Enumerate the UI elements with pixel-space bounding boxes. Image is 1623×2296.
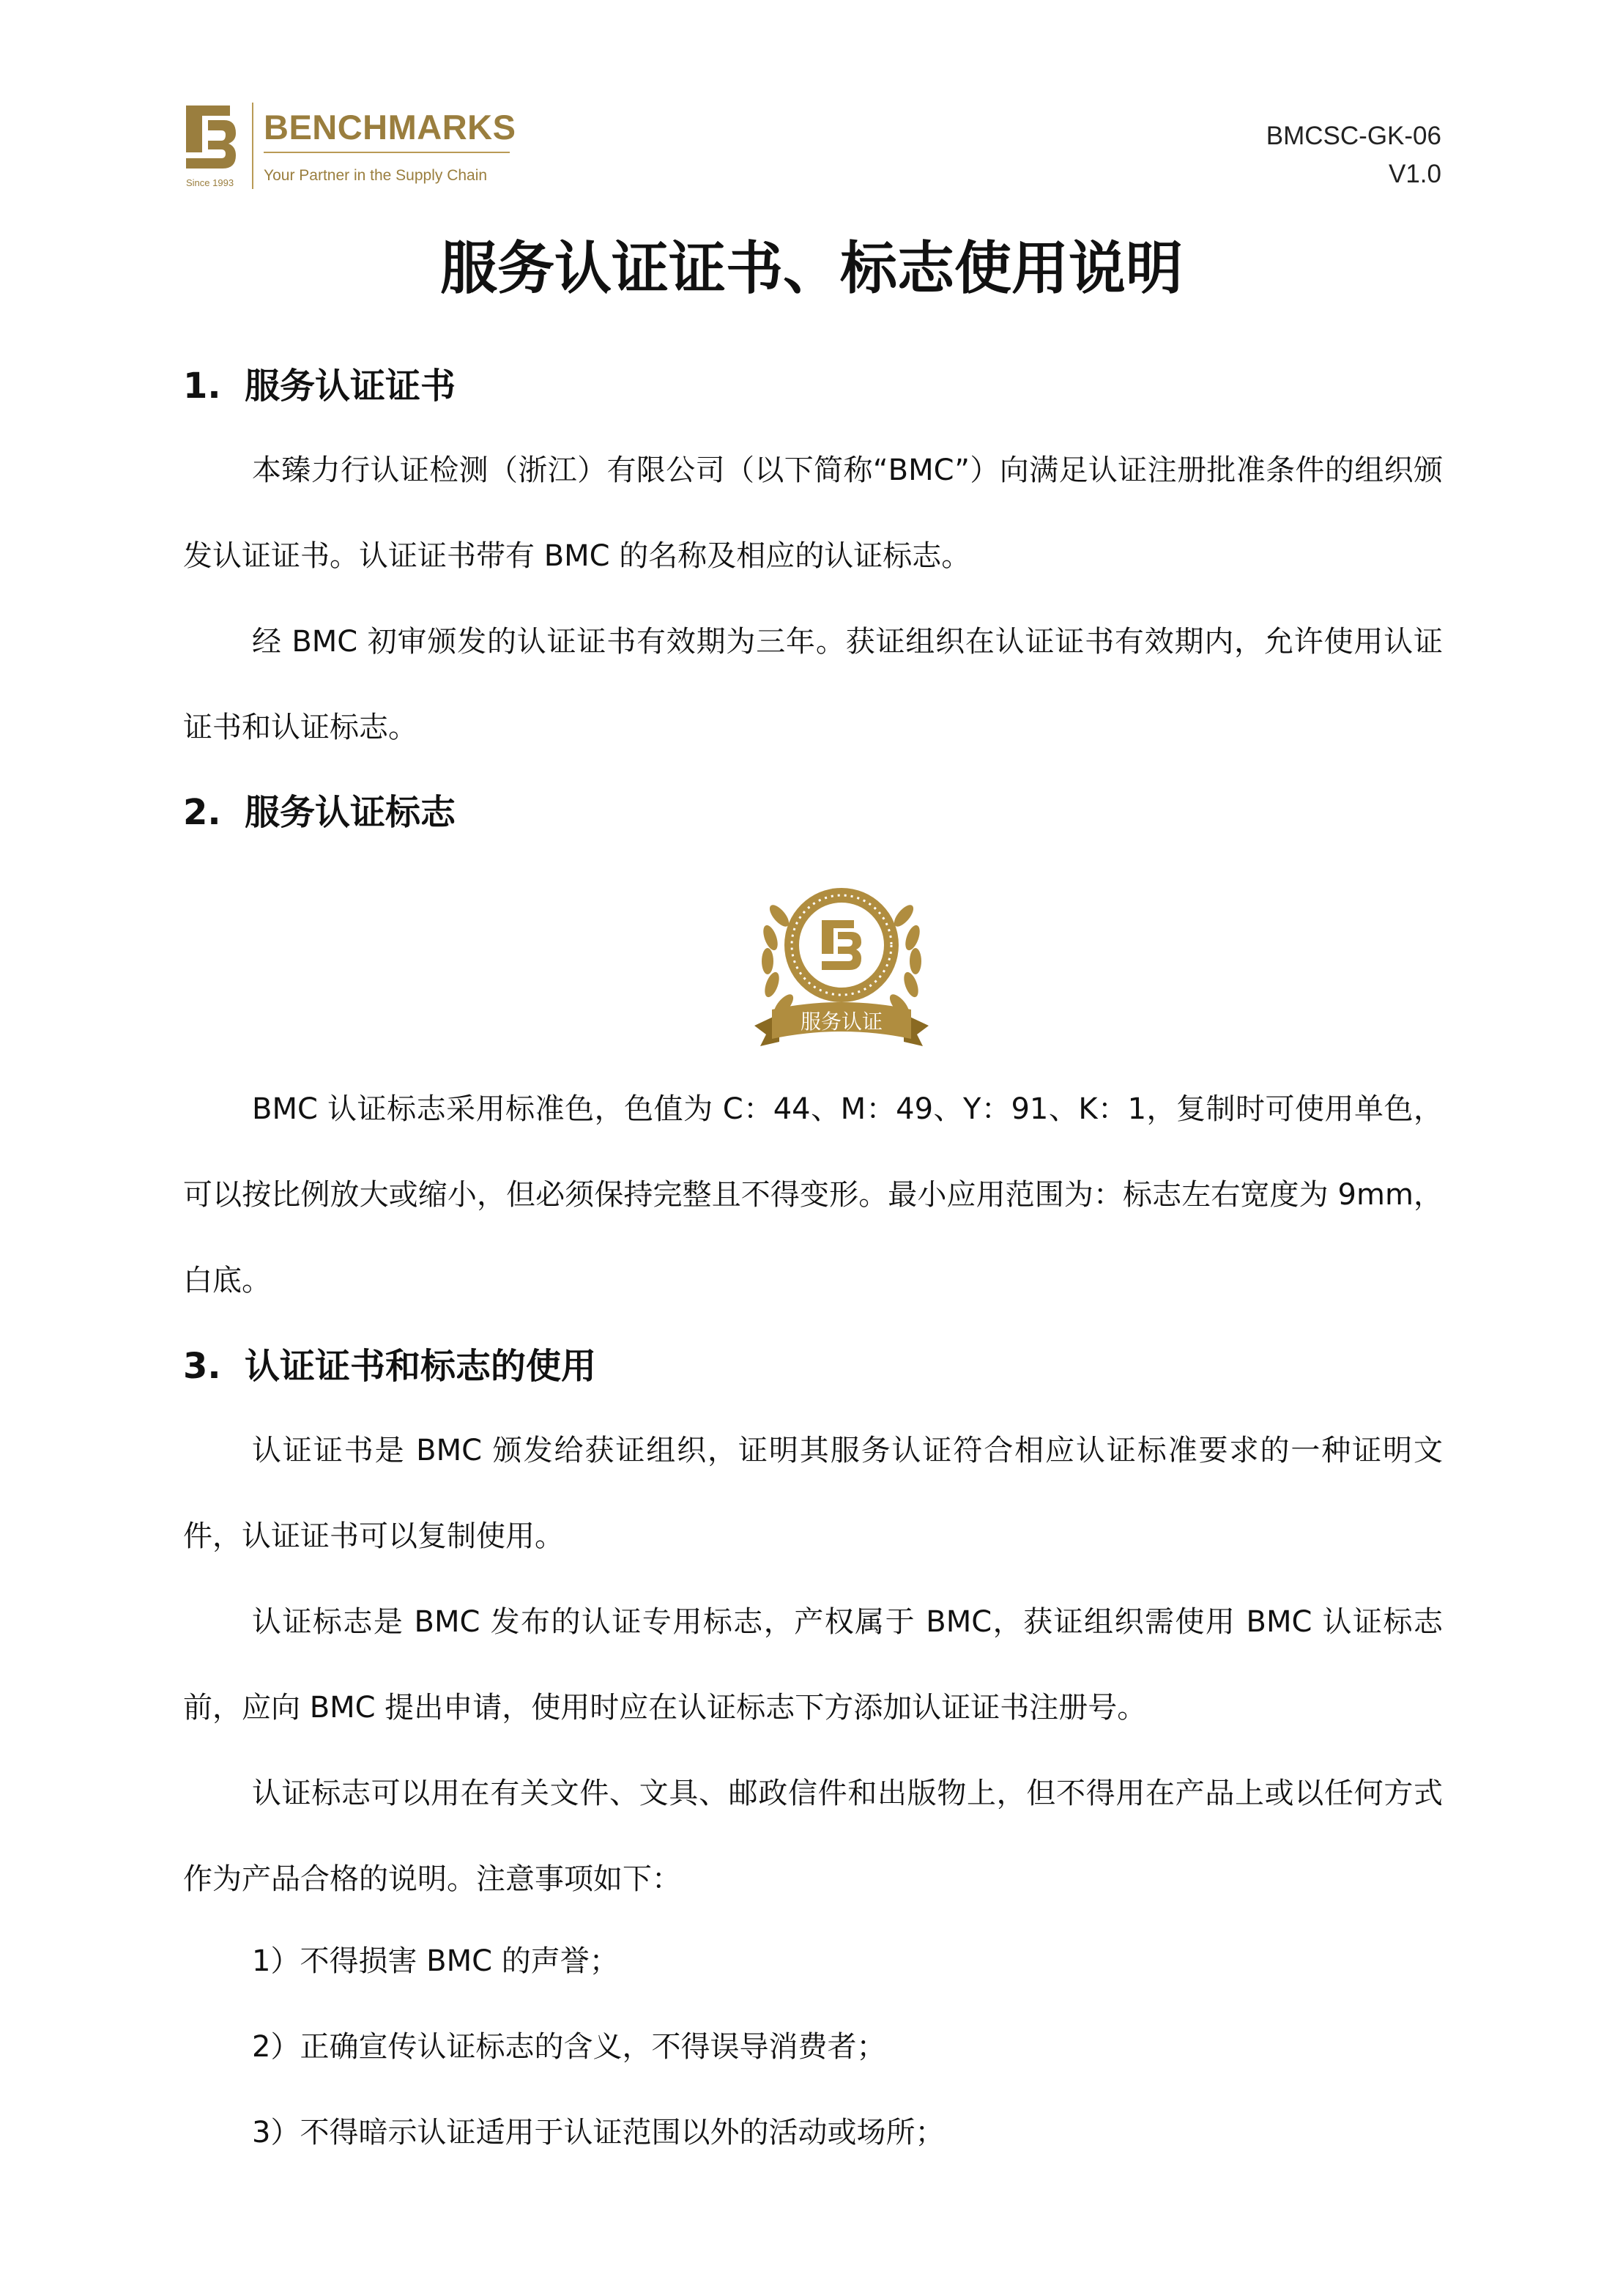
section-3-number: 3. <box>183 1346 221 1387</box>
logo-divider <box>252 103 253 189</box>
certification-emblem <box>750 872 933 1056</box>
list-item: 2）正确宣传认证标志的含义，不得误导消费者； <box>252 2030 886 2064</box>
section-1-paragraph-2: 经 BMC 初审颁发的认证证书有效期为三年。获证组织在认证证书有效期内，允许使用认证证书和认证标志。 <box>183 625 1443 744</box>
section-3-title: 认证证书和标志的使用 <box>245 1346 597 1387</box>
company-logo <box>186 103 523 194</box>
section-3-paragraph-2: 认证标志是 BMC 发布的认证专用标志，产权属于 BMC，获证组织需使用 BMC 认证标志前，应向 BMC 提出申请，使用时应在认证标志下方添加认证证书注册号。 <box>183 1605 1443 1725</box>
emblem-label: 服务认证 <box>800 1010 883 1034</box>
brand-tagline: Your Partner in the Supply Chain <box>264 167 488 184</box>
section-3-heading <box>183 1341 596 1392</box>
section-1-paragraph-1: 本臻力行认证检测（浙江）有限公司（以下简称“BMC”）向满足认证注册批准条件的组织颁发认证证书。认证证书带有 BMC 的名称及相应的认证标志。 <box>183 453 1443 573</box>
document-version: V1.0 <box>1389 160 1441 188</box>
document-code-block <box>1266 117 1441 193</box>
list-item: 1）不得损害 BMC 的声誉； <box>252 1944 619 1978</box>
logo-since-text: Since 1993 <box>186 177 234 188</box>
logo-rule <box>264 152 510 153</box>
brand-name: BENCHMARKS <box>264 108 516 147</box>
section-2-title: 服务认证标志 <box>245 792 456 833</box>
list-item: 3）不得暗示认证适用于认证范围以外的活动或场所； <box>252 2116 945 2149</box>
section-3-paragraph-1: 认证证书是 BMC 颁发给获证组织，证明其服务认证符合相应认证标准要求的一种证明文件，认证证书可以复制使用。 <box>183 1434 1443 1553</box>
benchmarks-logo-icon <box>186 105 237 169</box>
emblem-inner-disc <box>799 903 884 988</box>
section-2-heading <box>183 787 456 838</box>
document-code: BMCSC-GK-06 <box>1266 122 1441 150</box>
section-1-number: 1. <box>183 366 221 407</box>
section-1-title: 服务认证证书 <box>245 366 456 407</box>
page-title: 服务认证证书、标志使用说明 <box>439 236 1183 302</box>
section-2-number: 2. <box>183 792 221 833</box>
section-3-paragraph-3: 认证标志可以用在有关文件、文具、邮政信件和出版物上，但不得用在产品上或以任何方式作为产品合格的说明。注意事项如下： <box>183 1777 1443 1896</box>
section-1-heading <box>183 360 456 412</box>
section-2-paragraph-1: BMC 认证标志采用标准色，色值为 C：44、M：49、Y：91、K：1，复制时可使用单色，可以按比例放大或缩小，但必须保持完整且不得变形。最小应用范围为：标志左右宽度为 9mm，白底。 <box>183 1092 1443 1297</box>
